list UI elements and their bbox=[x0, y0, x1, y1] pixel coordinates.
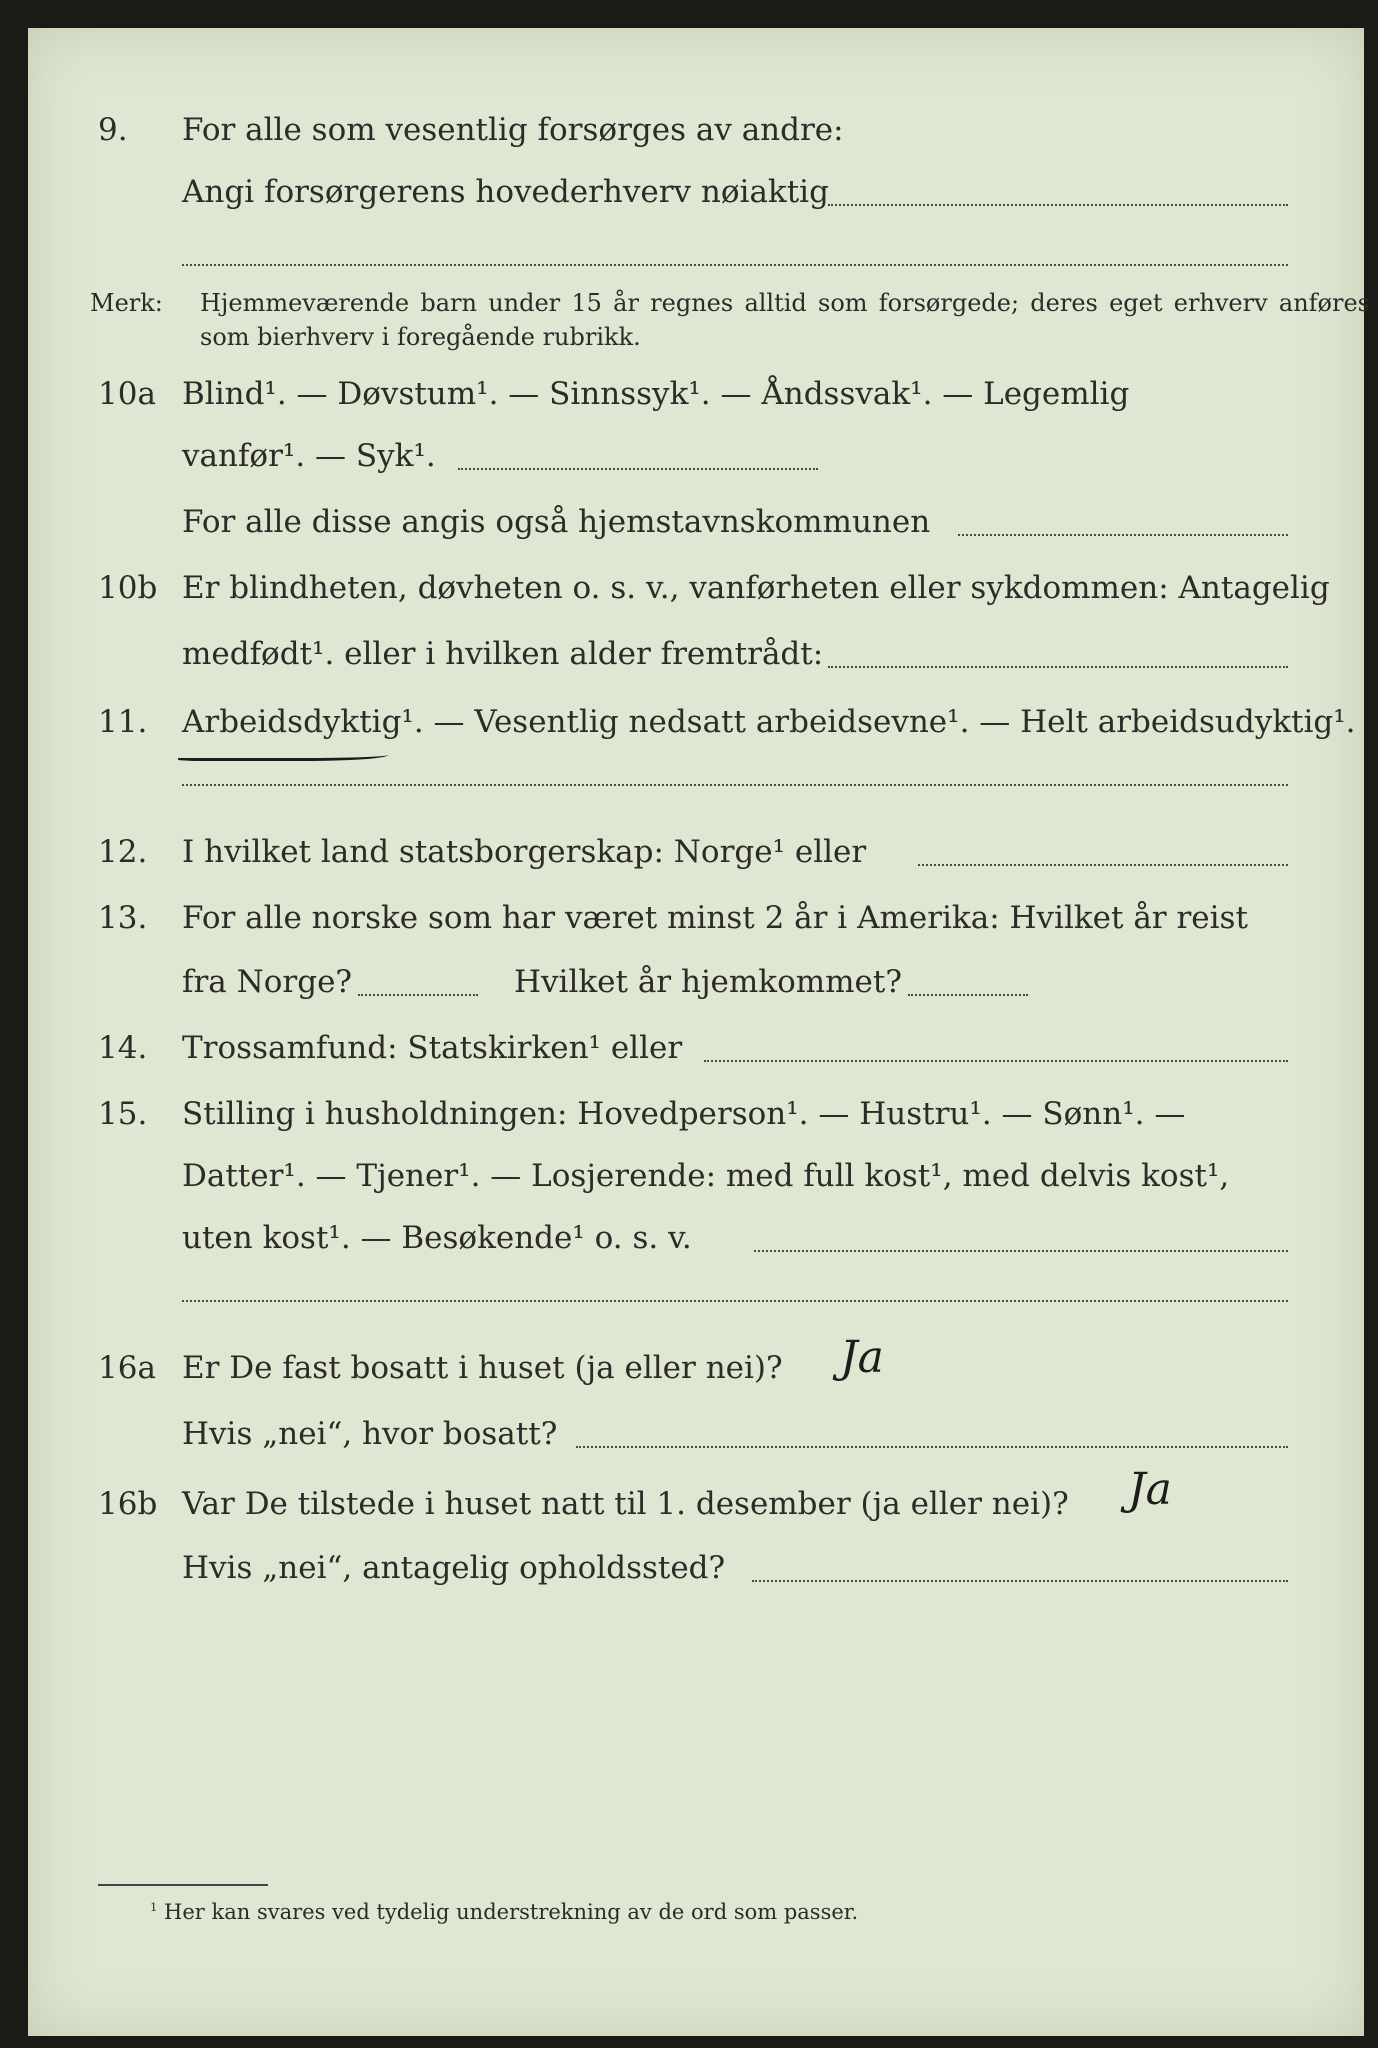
answer-field[interactable] bbox=[182, 264, 1288, 266]
answer-field[interactable] bbox=[752, 1580, 1288, 1582]
answer-field[interactable] bbox=[918, 864, 1288, 866]
item-number: 15. bbox=[98, 1096, 148, 1132]
footnote-text: Her kan svares ved tydelig understrekning av de ord som passer. bbox=[164, 1900, 859, 1924]
item-question: medfødt¹. eller i hvilken alder fremtrådt: bbox=[182, 636, 824, 672]
item-question: Hvis „nei“, antagelig opholdssted? bbox=[182, 1550, 726, 1586]
item-question: Er De fast bosatt i huset (ja eller nei)? bbox=[182, 1350, 783, 1386]
answer-field[interactable] bbox=[828, 204, 1288, 206]
item-question: Er blindheten, døvheten o. s. v., vanførheten eller sykdommen: Antagelig bbox=[182, 570, 1330, 606]
item-number: 12. bbox=[98, 834, 148, 870]
handwritten-answer: Ja bbox=[1128, 1464, 1172, 1515]
footnote bbox=[150, 1900, 858, 1924]
footnote-marker: 1 bbox=[150, 1900, 158, 1914]
item-number: 10a bbox=[98, 376, 156, 412]
item-number: 9. bbox=[98, 112, 128, 148]
item-question: Blind¹. — Døvstum¹. — Sinnssyk¹. — Åndssvak¹. — Legemlig bbox=[182, 376, 1130, 412]
handwritten-answer: Ja bbox=[840, 1332, 884, 1383]
answer-field[interactable] bbox=[576, 1446, 1288, 1448]
item-question: Angi forsørgerens hovederhverv nøiaktig bbox=[182, 174, 829, 210]
item-number: 16a bbox=[98, 1350, 156, 1386]
item-number: 14. bbox=[98, 1030, 148, 1066]
item-question: Trossamfund: Statskirken¹ eller bbox=[182, 1030, 683, 1066]
answer-field[interactable] bbox=[754, 1250, 1288, 1252]
item-question: I hvilket land statsborgerskap: Norge¹ eller bbox=[182, 834, 867, 870]
answer-field[interactable] bbox=[828, 666, 1288, 668]
item-number: 16b bbox=[98, 1486, 158, 1522]
answer-field[interactable] bbox=[958, 534, 1288, 536]
item-number: 11. bbox=[98, 704, 148, 740]
note-text: Hjemmeværende barn under 15 år regnes alltid som forsørgede; deres eget erhverv anføres som bierhverv i foregående rubrikk. bbox=[200, 289, 1370, 351]
item-number: 13. bbox=[98, 900, 148, 936]
item-question: For alle norske som har været minst 2 år i Amerika: Hvilket år reist bbox=[182, 900, 1248, 936]
item-number: 10b bbox=[98, 570, 158, 606]
answer-field[interactable] bbox=[182, 1300, 1288, 1302]
item-question: For alle som vesentlig forsørges av andre: bbox=[182, 112, 844, 148]
item-question: Stilling i husholdningen: Hovedperson¹. — Hustru¹. — Sønn¹. — bbox=[182, 1096, 1186, 1132]
item-question: Arbeidsdyktig¹. — Vesentlig nedsatt arbeidsevne¹. — Helt arbeidsudyktig¹. bbox=[182, 704, 1356, 740]
answer-field[interactable] bbox=[358, 994, 478, 996]
item-question: vanfør¹. — Syk¹. bbox=[182, 438, 436, 474]
item-question: Hvis „nei“, hvor bosatt? bbox=[182, 1416, 558, 1452]
answer-field[interactable] bbox=[704, 1060, 1288, 1062]
item-question: Var De tilstede i huset natt til 1. desember (ja eller nei)? bbox=[182, 1486, 1069, 1522]
answer-field[interactable] bbox=[182, 784, 1288, 786]
note-label: Merk: bbox=[90, 289, 163, 317]
item-question: uten kost¹. — Besøkende¹ o. s. v. bbox=[182, 1220, 692, 1256]
handwritten-underline-mark bbox=[178, 746, 388, 761]
census-form-page bbox=[28, 28, 1370, 2036]
answer-field[interactable] bbox=[908, 994, 1028, 996]
footnote-rule bbox=[98, 1884, 268, 1886]
item-question: Hvilket år hjemkommet? bbox=[514, 964, 902, 1000]
item-question: fra Norge? bbox=[182, 964, 353, 1000]
item-question: Datter¹. — Tjener¹. — Losjerende: med full kost¹, med delvis kost¹, bbox=[182, 1158, 1230, 1194]
answer-field[interactable] bbox=[458, 468, 818, 470]
item-question: For alle disse angis også hjemstavnskommunen bbox=[182, 504, 931, 540]
